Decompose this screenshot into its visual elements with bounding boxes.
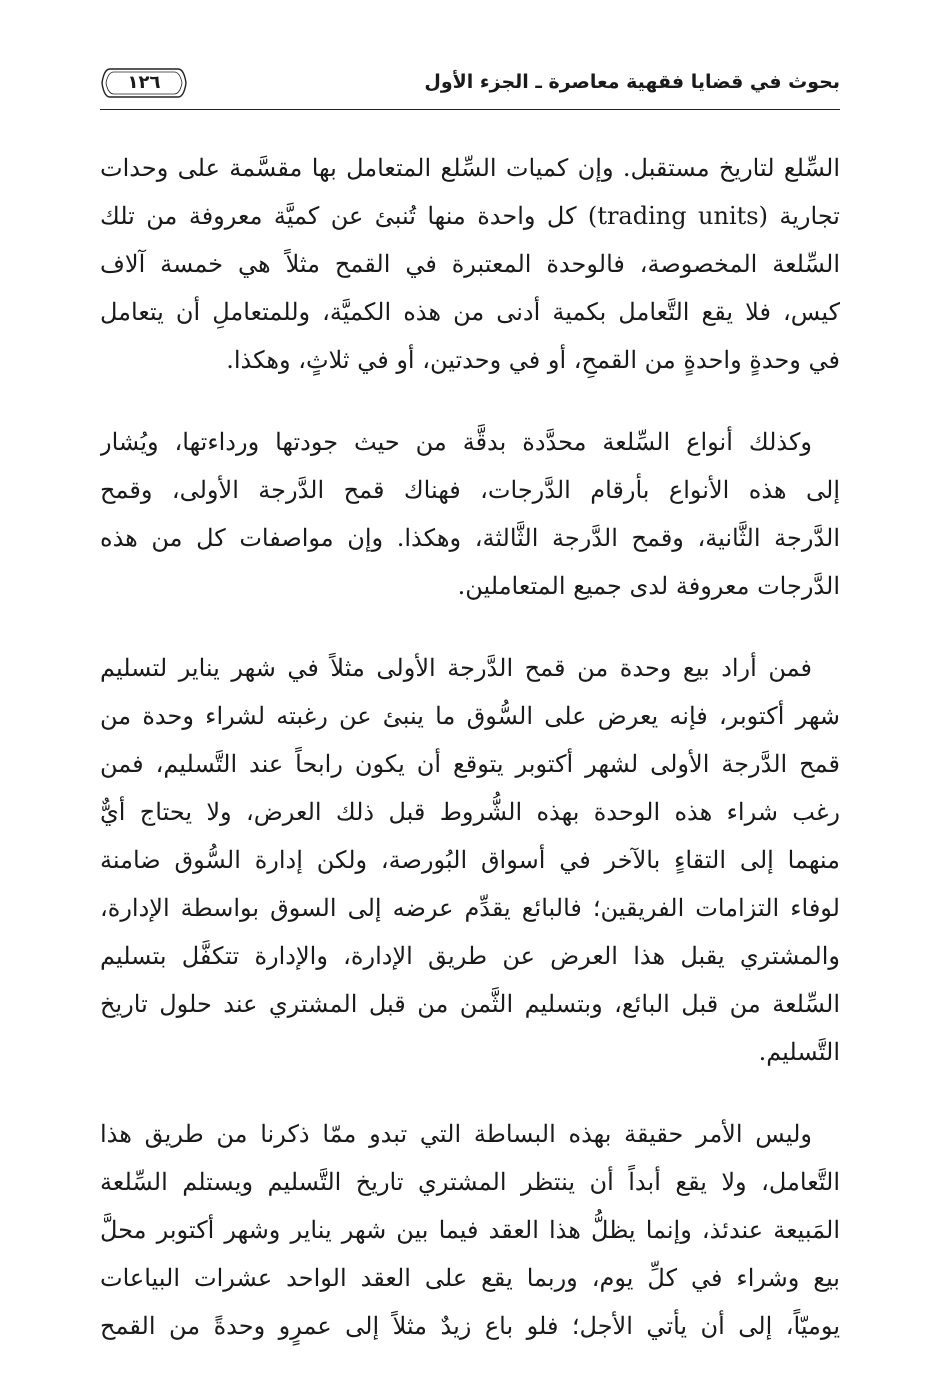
page-header	[100, 62, 840, 110]
text-line: التَّعامل، ولا يقع أبداً أن ينتظر المشتري تاريخ التَّسليم ويستلم السِّلعة	[100, 1168, 840, 1196]
text-line: كيس، فلا يقع التَّعامل بكمية أدنى من هذه الكميَّة، وللمتعاملِ أن يتعامل	[100, 298, 840, 326]
text-line: وليس الأمر حقيقة بهذه البساطة التي تبدو ممّا ذكرنا من طريق هذا	[100, 1120, 812, 1148]
paragraph-4	[100, 1110, 840, 1350]
text-line: السِّلعة المخصوصة، فالوحدة المعتبرة في القمح مثلاً هي خمسة آلاف	[100, 250, 840, 278]
running-header-title: بحوث في قضايا فقهية معاصرة ـ الجزء الأول	[424, 71, 840, 93]
text-line: الدَّرجات معروفة لدى جميع المتعاملين.	[457, 572, 840, 600]
text-line: السِّلع لتاريخ مستقبل. وإن كميات السِّلع المتعامل بها مقسَّمة على وحدات	[100, 154, 840, 182]
paragraph-2	[100, 418, 840, 610]
text-line: يوميّاً، إلى أن يأتي الأجل؛ فلو باع زيدٌ مثلاً إلى عمرٍو وحدةً من القمح	[100, 1312, 840, 1340]
body-text	[100, 144, 840, 1384]
text-line: لوفاء التزامات الفريقين؛ فالبائع يقدِّم عرضه إلى السوق بواسطة الإدارة،	[100, 894, 840, 922]
page-number: ١٢٦	[127, 72, 161, 93]
text-line: السِّلعة من قبل البائع، وبتسليم الثَّمن من قبل المشتري عند حلول تاريخ	[100, 990, 840, 1018]
page-number-frame	[100, 66, 188, 100]
header-divider	[100, 109, 840, 110]
text-line: فمن أراد بيع وحدة من قمح الدَّرجة الأولى مثلاً في شهر يناير لتسليم	[100, 654, 812, 682]
text-line: قمح الدَّرجة الأولى لشهر أكتوبر يتوقع أن يكون رابحاً عند التَّسليم، فمن	[100, 750, 840, 778]
text-line: وكذلك أنواع السِّلعة محدَّدة بدقَّة من حيث جودتها ورداءتها، ويُشار	[100, 428, 812, 456]
paragraph-3	[100, 644, 840, 1076]
text-line: منهما إلى التقاءٍ بالآخر في أسواق البُورصة، ولكن إدارة السُّوق ضامنة	[100, 846, 840, 874]
text-line: بيع وشراء في كلِّ يوم، وربما يقع على العقد الواحد عشرات البياعات	[100, 1264, 840, 1292]
text-line: في وحدةٍ واحدةٍ من القمحِ، أو في وحدتين، أو في ثلاثٍ، وهكذا.	[226, 346, 840, 374]
text-line: المَبيعة عندئذ، وإنما يظلُّ هذا العقد فيما بين شهر يناير وشهر أكتوبر محلَّ	[100, 1216, 840, 1244]
paragraph-1	[100, 144, 840, 384]
text-line: شهر أكتوبر، فإنه يعرض على السُّوق ما ينبئ عن رغبته لشراء وحدة من	[100, 702, 840, 730]
text-line: رغب شراء هذه الوحدة بهذه الشُّروط قبل ذلك العرض، ولا يحتاج أيٌّ	[100, 798, 840, 826]
text-line: تجارية (trading units) كل واحدة منها تُنبئ عن كميَّة معروفة من تلك	[100, 202, 840, 230]
text-line: التَّسليم.	[758, 1038, 840, 1066]
text-line: الدَّرجة الثَّانية، وقمح الدَّرجة الثَّالثة، وهكذا. وإن مواصفات كل من هذه	[100, 524, 840, 552]
text-line: والمشتري يقبل هذا العرض عن طريق الإدارة، والإدارة تتكفَّل بتسليم	[100, 942, 840, 970]
text-line: إلى هذه الأنواع بأرقام الدَّرجات، فهناك قمح الدَّرجة الأولى، وقمح	[100, 476, 840, 504]
